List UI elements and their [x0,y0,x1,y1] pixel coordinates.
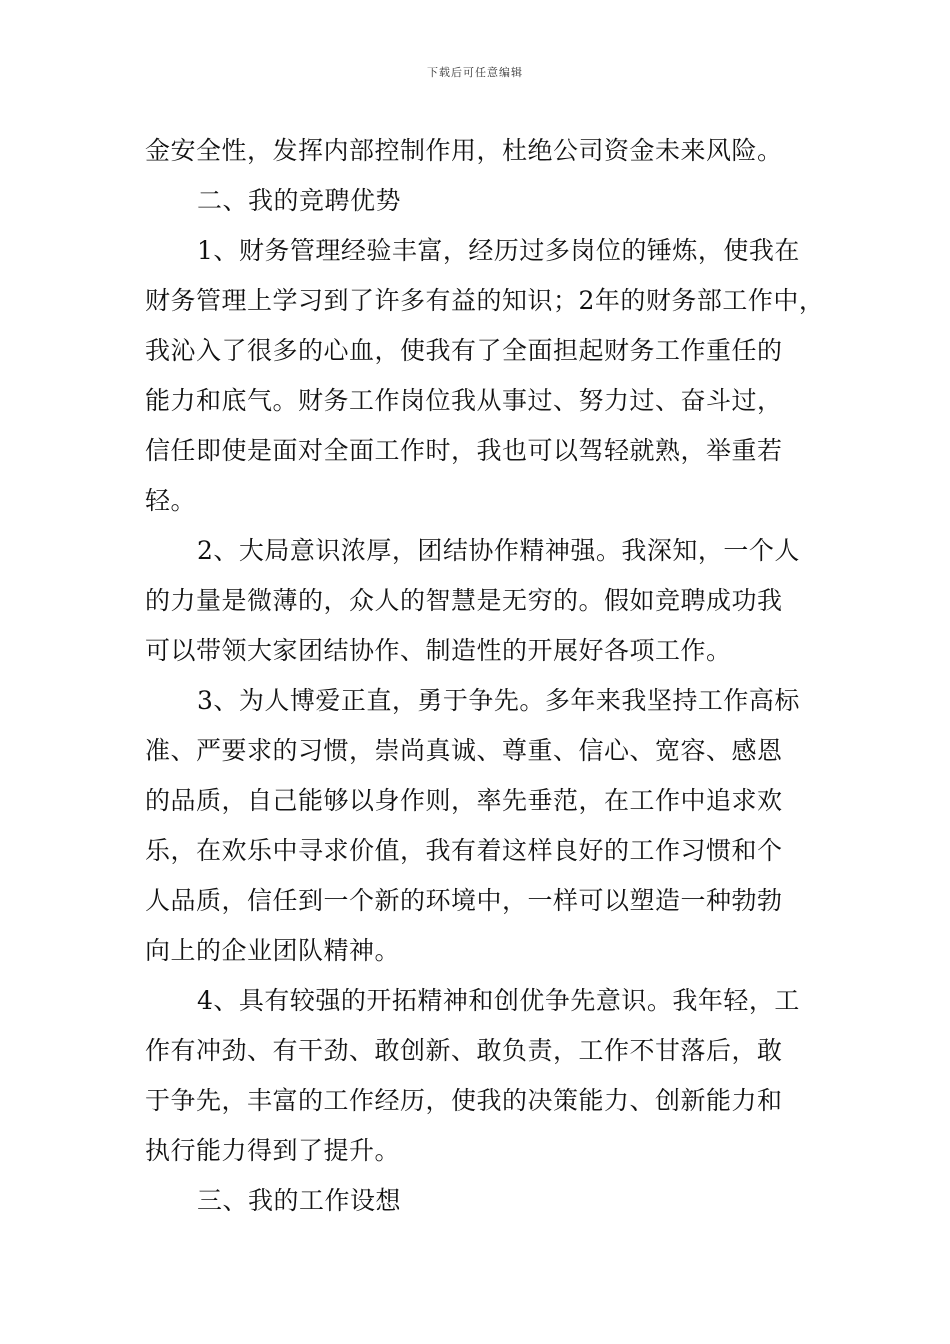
text-line: 金安全性，发挥内部控制作用，杜绝公司资金未来风险。 [145,136,783,165]
section-heading: 二、我的竞聘优势 [197,186,402,215]
text-line: 轻。 [145,486,197,515]
section-heading: 三、我的工作设想 [197,1186,402,1215]
text-line: 执行能力得到了提升。 [145,1136,401,1165]
text-line: 准、严要求的习惯，崇尚真诚、尊重、信心、宽容、感恩 [145,736,783,765]
text-line: 我沁入了很多的心血，使我有了全面担起财务工作重任的 [145,336,783,365]
text-line: 的力量是微薄的，众人的智慧是无穷的。假如竞聘成功我 [145,586,783,615]
text-line: 的品质，自己能够以身作则，率先垂范，在工作中追求欢 [145,786,783,815]
text-line: 财务管理上学习到了许多有益的知识；2年的财务部工作中， [145,286,825,315]
text-line: 作有冲劲、有干劲、敢创新、敢负责，工作不甘落后，敢 [145,1036,783,1065]
text-line: 人品质，信任到一个新的环境中，一样可以塑造一种勃勃 [145,886,783,915]
text-line: 4、具有较强的开拓精神和创优争先意识。我年轻，工 [197,986,800,1015]
text-line: 信任即使是面对全面工作时，我也可以驾轻就熟，举重若 [145,436,783,465]
text-line: 可以带领大家团结协作、制造性的开展好各项工作。 [145,636,732,665]
text-line: 于争先，丰富的工作经历，使我的决策能力、创新能力和 [145,1086,783,1115]
text-line: 1、财务管理经验丰富，经历过多岗位的锤炼，使我在 [197,236,800,265]
text-line: 能力和底气。财务工作岗位我从事过、努力过、奋斗过， [145,386,783,415]
text-line: 向上的企业团队精神。 [145,936,401,965]
text-line: 2、大局意识浓厚，团结协作精神强。我深知，一个人 [197,536,800,565]
text-line: 3、为人博爱正直，勇于争先。多年来我坚持工作高标 [197,686,800,715]
body-text [145,126,825,1226]
text-line: 乐，在欢乐中寻求价值，我有着这样良好的工作习惯和个 [145,836,783,865]
header-note: 下载后可任意编辑 [427,66,523,79]
